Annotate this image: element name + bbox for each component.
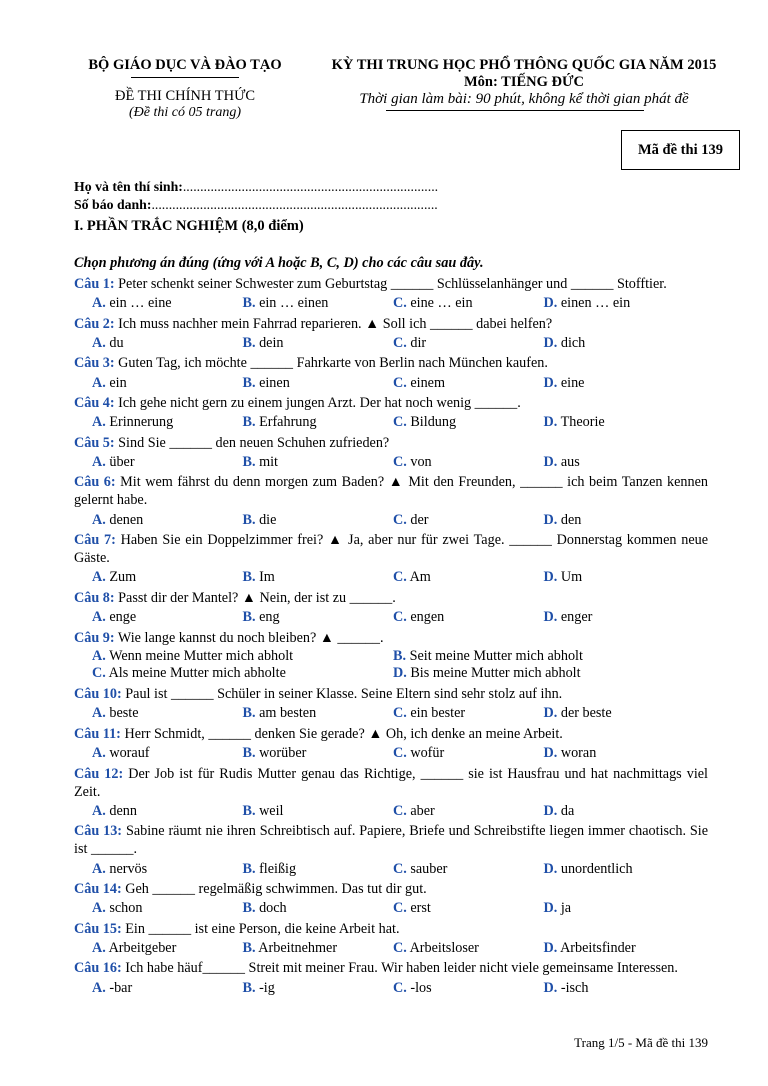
option-letter: D. xyxy=(543,860,558,877)
option-text: woran xyxy=(560,745,597,762)
option-text: Am xyxy=(409,569,431,586)
option-text: ein … einen xyxy=(259,295,329,312)
question-text: Wie lange kannst du noch bleiben? ▲ ______. xyxy=(117,629,384,646)
question-number: Câu 2: xyxy=(74,315,115,332)
question-item xyxy=(74,531,708,586)
question-number: Câu 13: xyxy=(74,823,123,840)
question-item xyxy=(74,434,708,471)
answer-option[interactable] xyxy=(243,802,394,820)
option-letter: B. xyxy=(393,647,407,664)
option-letter: A. xyxy=(92,979,106,996)
option-text: -isch xyxy=(560,979,589,996)
option-letter: D. xyxy=(543,511,558,528)
option-text: Arbeitsfinder xyxy=(560,939,636,956)
option-text: über xyxy=(109,454,135,471)
question-item xyxy=(74,765,708,820)
answer-option[interactable] xyxy=(92,374,243,392)
option-text: Bis meine Mutter mich abholt xyxy=(410,665,581,682)
option-letter: A. xyxy=(92,705,106,722)
option-letter: B. xyxy=(242,374,256,391)
option-text: doch xyxy=(259,900,287,917)
option-letter: D. xyxy=(543,705,558,722)
option-text: einen … ein xyxy=(560,295,631,312)
answer-option[interactable] xyxy=(92,802,243,820)
option-text: die xyxy=(259,511,277,528)
question-item xyxy=(74,315,708,352)
option-letter: C. xyxy=(393,900,407,917)
answer-option[interactable] xyxy=(92,665,393,683)
answer-options xyxy=(74,802,708,820)
option-text: Arbeitgeber xyxy=(108,939,177,956)
question-item xyxy=(74,920,708,957)
option-text: denn xyxy=(109,802,137,819)
exam-title: KỲ THI TRUNG HỌC PHỔ THÔNG QUỐC GIA NĂM 2015 xyxy=(331,57,717,73)
option-letter: C. xyxy=(393,979,407,996)
option-letter: C. xyxy=(92,665,106,682)
answer-options xyxy=(74,744,708,762)
option-letter: D. xyxy=(543,334,558,351)
answer-option[interactable] xyxy=(243,860,394,878)
question-item xyxy=(74,275,708,312)
option-letter: B. xyxy=(242,705,256,722)
option-text: dein xyxy=(259,334,284,351)
option-text: dir xyxy=(410,334,427,351)
option-text: du xyxy=(109,334,124,351)
answer-option[interactable] xyxy=(92,939,243,957)
answer-option[interactable] xyxy=(243,899,394,917)
answer-option[interactable] xyxy=(393,899,544,917)
question-text: Ich gehe nicht gern zu einem jungen Arzt. Der hat noch wenig ______. xyxy=(118,395,521,412)
option-letter: A. xyxy=(92,414,106,431)
option-text: Wenn meine Mutter mich abholt xyxy=(109,647,294,664)
exam-code-box xyxy=(621,130,740,170)
option-letter: B. xyxy=(242,414,256,431)
option-text: -bar xyxy=(109,979,133,996)
option-text: Seit meine Mutter mich abholt xyxy=(409,647,583,664)
option-text: Im xyxy=(259,569,275,586)
option-text: Theorie xyxy=(560,414,605,431)
option-letter: C. xyxy=(393,705,407,722)
answer-option[interactable] xyxy=(243,568,394,586)
option-text: der beste xyxy=(560,705,612,722)
question-number: Câu 11: xyxy=(74,725,121,742)
question-text: Herr Schmidt, ______ denken Sie gerade? ▲ Oh, ich denke an meine Arbeit. xyxy=(124,725,563,742)
answer-option[interactable] xyxy=(92,511,243,529)
option-letter: C. xyxy=(393,802,407,819)
question-number: Câu 12: xyxy=(74,765,124,782)
option-text: Um xyxy=(560,569,583,586)
answer-option[interactable] xyxy=(393,511,544,529)
option-letter: B. xyxy=(242,454,256,471)
candidate-info xyxy=(74,178,438,214)
question-number: Câu 8: xyxy=(74,589,115,606)
option-letter: C. xyxy=(393,511,407,528)
question-text: Passt dir der Mantel? ▲ Nein, der ist zu ______. xyxy=(118,589,396,606)
option-text: worauf xyxy=(109,745,150,762)
answer-option[interactable] xyxy=(243,979,394,997)
official-label: ĐỀ THI CHÍNH THỨC xyxy=(114,88,255,104)
option-text: am besten xyxy=(259,705,317,722)
option-letter: B. xyxy=(242,900,256,917)
answer-options xyxy=(74,453,708,471)
question-item xyxy=(74,685,708,722)
question-item xyxy=(74,725,708,762)
candidate-id-field: ................................................................................... xyxy=(151,197,438,212)
option-text: nervös xyxy=(109,860,148,877)
option-letter: A. xyxy=(92,939,106,956)
answer-option[interactable] xyxy=(544,413,695,431)
question-number: Câu 7: xyxy=(74,532,116,549)
answer-option[interactable] xyxy=(393,704,544,722)
question-item xyxy=(74,822,708,877)
option-text: weil xyxy=(259,802,284,819)
answer-option[interactable] xyxy=(243,511,394,529)
answer-option[interactable] xyxy=(243,939,394,957)
page-count: (Đề thi có 05 trang) xyxy=(129,105,241,120)
option-text: fleißig xyxy=(259,860,297,877)
option-text: sauber xyxy=(410,860,448,877)
answer-option[interactable] xyxy=(92,744,243,762)
answer-option[interactable] xyxy=(544,608,695,626)
option-letter: C. xyxy=(393,745,407,762)
question-stem xyxy=(74,531,708,567)
question-text: Mit wem fährst du denn morgen zum Baden? ▲ Mit den Freunden, ______ ich beim Tanzen kennen gelernt habe. xyxy=(74,474,708,509)
answer-option[interactable] xyxy=(544,899,695,917)
candidate-id-label: Số báo danh: xyxy=(74,197,152,212)
option-text: unordentlich xyxy=(560,860,633,877)
option-letter: A. xyxy=(92,900,106,917)
question-stem xyxy=(74,473,708,509)
answer-option[interactable] xyxy=(92,899,243,917)
answer-option[interactable] xyxy=(393,294,544,312)
answer-options xyxy=(74,608,708,626)
option-text: eng xyxy=(259,609,280,626)
option-text: ein xyxy=(109,374,127,391)
answer-options xyxy=(74,374,708,392)
option-text: schon xyxy=(109,900,143,917)
option-letter: D. xyxy=(543,454,558,471)
question-text: Guten Tag, ich möchte ______ Fahrkarte von Berlin nach München kaufen. xyxy=(118,355,548,372)
answer-option[interactable] xyxy=(544,453,695,471)
question-number: Câu 4: xyxy=(74,395,115,412)
answer-option[interactable] xyxy=(243,374,394,392)
option-text: -ig xyxy=(259,979,275,996)
option-text: worüber xyxy=(259,745,307,762)
option-text: ein … eine xyxy=(109,295,172,312)
question-stem xyxy=(74,959,708,977)
question-stem xyxy=(74,354,708,372)
answer-options xyxy=(74,413,708,431)
question-item xyxy=(74,589,708,626)
question-text: Ich habe häuf______ Streit mit meiner Frau. Wir haben leider nicht viele gemeinsame Interessen. xyxy=(125,960,678,977)
answer-option[interactable] xyxy=(243,413,394,431)
question-number: Câu 3: xyxy=(74,355,115,372)
answer-options xyxy=(74,648,708,683)
option-text: Als meine Mutter mich abholte xyxy=(108,665,286,682)
option-text: enger xyxy=(560,609,593,626)
candidate-name-field: .......................................................................... xyxy=(182,179,439,194)
option-letter: C. xyxy=(393,334,407,351)
header-left xyxy=(70,57,300,121)
answer-option[interactable] xyxy=(393,665,694,683)
answer-option[interactable] xyxy=(544,294,695,312)
option-letter: D. xyxy=(543,900,558,917)
exam-code: Mã đề thi 139 xyxy=(638,141,723,158)
question-item xyxy=(74,959,708,996)
option-letter: A. xyxy=(92,511,106,528)
question-text: Der Job ist für Rudis Mutter genau das Richtige, ______ sie ist Hausfrau und hat nachmittags viel Zeit. xyxy=(74,765,708,800)
section-title: I. PHẦN TRẮC NGHIỆM (8,0 điểm) xyxy=(74,218,304,234)
option-text: den xyxy=(560,511,582,528)
option-letter: B. xyxy=(242,334,256,351)
option-text: der xyxy=(410,511,429,528)
option-letter: B. xyxy=(242,295,256,312)
question-item xyxy=(74,394,708,431)
answer-option[interactable] xyxy=(92,568,243,586)
answer-options xyxy=(74,704,708,722)
question-stem xyxy=(74,629,708,647)
option-text: Erinnerung xyxy=(109,414,174,431)
answer-options xyxy=(74,334,708,352)
answer-option[interactable] xyxy=(92,704,243,722)
candidate-name-line xyxy=(74,178,438,196)
option-letter: A. xyxy=(92,609,106,626)
option-letter: B. xyxy=(242,569,256,586)
option-text: von xyxy=(410,454,432,471)
answer-option[interactable] xyxy=(92,334,243,352)
answer-option[interactable] xyxy=(544,979,695,997)
question-number: Câu 1: xyxy=(74,276,115,292)
answer-option[interactable] xyxy=(92,413,243,431)
option-text: einem xyxy=(410,374,446,391)
option-letter: D. xyxy=(543,939,558,956)
option-letter: A. xyxy=(92,569,106,586)
answer-option[interactable] xyxy=(243,704,394,722)
option-letter: A. xyxy=(92,454,106,471)
option-letter: C. xyxy=(393,569,407,586)
question-number: Câu 15: xyxy=(74,920,122,937)
answer-option[interactable] xyxy=(393,608,544,626)
answer-options xyxy=(74,294,708,312)
instruction: Chọn phương án đúng (ứng với A hoặc B, C, D) cho các câu sau đây. xyxy=(74,255,484,271)
candidate-id-line xyxy=(74,196,438,214)
question-text: Peter schenkt seiner Schwester zum Geburtstag ______ Schlüsselanhänger und ______ Stofftier. xyxy=(118,276,667,292)
option-text: eine xyxy=(560,374,585,391)
option-letter: A. xyxy=(92,647,106,664)
option-text: Erfahrung xyxy=(259,414,317,431)
option-text: mit xyxy=(259,454,278,471)
option-letter: A. xyxy=(92,295,106,312)
question-stem xyxy=(74,394,708,412)
option-letter: C. xyxy=(393,939,407,956)
option-letter: A. xyxy=(92,802,106,819)
ministry-name: BỘ GIÁO DỤC VÀ ĐÀO TẠO xyxy=(88,57,282,73)
question-stem xyxy=(74,315,708,333)
question-stem xyxy=(74,822,708,858)
answer-option[interactable] xyxy=(393,374,544,392)
answer-option[interactable] xyxy=(544,704,695,722)
answer-options xyxy=(74,568,708,586)
question-number: Câu 5: xyxy=(74,434,115,451)
time-allowed: Thời gian làm bài: 90 phút, không kể thời gian phát đề xyxy=(359,91,689,107)
answer-options xyxy=(74,939,708,957)
option-text: Arbeitsloser xyxy=(409,939,479,956)
option-letter: D. xyxy=(543,979,558,996)
question-number: Câu 6: xyxy=(74,474,116,491)
answer-option[interactable] xyxy=(243,608,394,626)
answer-option[interactable] xyxy=(92,979,243,997)
option-text: ja xyxy=(560,900,572,917)
option-letter: D. xyxy=(393,665,407,682)
header-right xyxy=(318,57,730,111)
option-text: -los xyxy=(410,979,432,996)
answer-options xyxy=(74,511,708,529)
question-stem xyxy=(74,275,708,293)
answer-option[interactable] xyxy=(243,453,394,471)
answer-option[interactable] xyxy=(393,648,694,666)
option-text: engen xyxy=(410,609,445,626)
option-text: wofür xyxy=(410,745,445,762)
option-letter: B. xyxy=(242,860,256,877)
option-text: einen xyxy=(259,374,290,391)
question-text: Paul ist ______ Schüler in seiner Klasse. Seine Eltern sind sehr stolz auf ihn. xyxy=(125,686,563,703)
answer-options xyxy=(74,860,708,878)
answer-option[interactable] xyxy=(393,802,544,820)
option-letter: C. xyxy=(393,414,407,431)
answer-option[interactable] xyxy=(92,294,243,312)
question-text: Geh ______ regelmäßig schwimmen. Das tut dir gut. xyxy=(125,880,427,897)
option-text: enge xyxy=(109,609,137,626)
question-stem xyxy=(74,920,708,938)
answer-option[interactable] xyxy=(544,374,695,392)
answer-option[interactable] xyxy=(393,413,544,431)
answer-options xyxy=(74,899,708,917)
option-letter: B. xyxy=(242,511,256,528)
divider xyxy=(131,77,239,78)
option-text: Zum xyxy=(109,569,137,586)
question-number: Câu 14: xyxy=(74,880,122,897)
option-letter: C. xyxy=(393,295,407,312)
option-letter: D. xyxy=(543,609,558,626)
question-text: Sind Sie ______ den neuen Schuhen zufrieden? xyxy=(118,434,390,451)
option-text: eine … ein xyxy=(410,295,473,312)
page-footer: Trang 1/5 - Mã đề thi 139 xyxy=(574,1035,708,1050)
question-item xyxy=(74,629,708,683)
question-text: Haben Sie ein Doppelzimmer frei? ▲ Ja, aber nur für zwei Tage. ______ Donnerstag kommen neue Gäste. xyxy=(74,532,709,567)
question-stem xyxy=(74,685,708,703)
option-letter: C. xyxy=(393,860,407,877)
question-stem xyxy=(74,880,708,898)
option-text: Arbeitnehmer xyxy=(258,939,338,956)
option-letter: D. xyxy=(543,374,558,391)
answer-option[interactable] xyxy=(92,648,393,666)
option-letter: D. xyxy=(543,295,558,312)
option-letter: A. xyxy=(92,374,106,391)
answer-option[interactable] xyxy=(544,939,695,957)
answer-option[interactable] xyxy=(393,334,544,352)
answer-option[interactable] xyxy=(92,608,243,626)
option-letter: C. xyxy=(393,374,407,391)
question-number: Câu 16: xyxy=(74,960,122,977)
question-stem xyxy=(74,589,708,607)
option-text: beste xyxy=(109,705,139,722)
option-letter: D. xyxy=(543,414,558,431)
answer-option[interactable] xyxy=(393,979,544,997)
answer-option[interactable] xyxy=(243,294,394,312)
option-letter: A. xyxy=(92,745,106,762)
option-letter: D. xyxy=(543,569,558,586)
answer-option[interactable] xyxy=(393,568,544,586)
question-stem xyxy=(74,434,708,452)
option-text: aber xyxy=(410,802,435,819)
option-letter: C. xyxy=(393,609,407,626)
option-letter: B. xyxy=(242,939,256,956)
option-letter: C. xyxy=(393,454,407,471)
answer-option[interactable] xyxy=(544,334,695,352)
option-letter: A. xyxy=(92,860,106,877)
question-stem xyxy=(74,765,708,801)
answer-option[interactable] xyxy=(243,334,394,352)
question-stem xyxy=(74,725,708,743)
question-number: Câu 9: xyxy=(74,629,115,646)
question-list xyxy=(74,275,708,999)
option-letter: B. xyxy=(242,745,256,762)
option-letter: D. xyxy=(543,745,558,762)
option-text: dich xyxy=(560,334,586,351)
answer-option[interactable] xyxy=(544,802,695,820)
subject: Môn: TIẾNG ĐỨC xyxy=(463,74,585,90)
answer-option[interactable] xyxy=(243,744,394,762)
answer-option[interactable] xyxy=(544,860,695,878)
divider xyxy=(386,110,644,111)
option-text: denen xyxy=(109,511,144,528)
option-text: aus xyxy=(560,454,580,471)
answer-option[interactable] xyxy=(92,453,243,471)
answer-option[interactable] xyxy=(393,744,544,762)
answer-option[interactable] xyxy=(544,511,695,529)
answer-options xyxy=(74,979,708,997)
question-text: Ein ______ ist eine Person, die keine Arbeit hat. xyxy=(125,920,400,937)
answer-option[interactable] xyxy=(544,568,695,586)
question-number: Câu 10: xyxy=(74,686,122,703)
answer-option[interactable] xyxy=(92,860,243,878)
option-text: erst xyxy=(410,900,431,917)
question-item xyxy=(74,354,708,391)
option-letter: B. xyxy=(242,609,256,626)
option-text: Bildung xyxy=(410,414,457,431)
option-text: ein bester xyxy=(410,705,466,722)
question-item xyxy=(74,473,708,528)
question-text: Ich muss nachher mein Fahrrad reparieren. ▲ Soll ich ______ dabei helfen? xyxy=(118,315,553,332)
answer-option[interactable] xyxy=(393,939,544,957)
option-letter: A. xyxy=(92,334,106,351)
answer-option[interactable] xyxy=(393,860,544,878)
question-item xyxy=(74,880,708,917)
question-text: Sabine räumt nie ihren Schreibtisch auf. Papiere, Briefe und Schreibstifte liegen immer chaotisch. Sie ist ______. xyxy=(74,823,709,858)
option-letter: B. xyxy=(242,979,256,996)
answer-option[interactable] xyxy=(393,453,544,471)
answer-option[interactable] xyxy=(544,744,695,762)
option-letter: D. xyxy=(543,802,558,819)
candidate-name-label: Họ và tên thí sinh: xyxy=(74,179,183,194)
option-letter: B. xyxy=(242,802,256,819)
option-text: da xyxy=(560,802,575,819)
